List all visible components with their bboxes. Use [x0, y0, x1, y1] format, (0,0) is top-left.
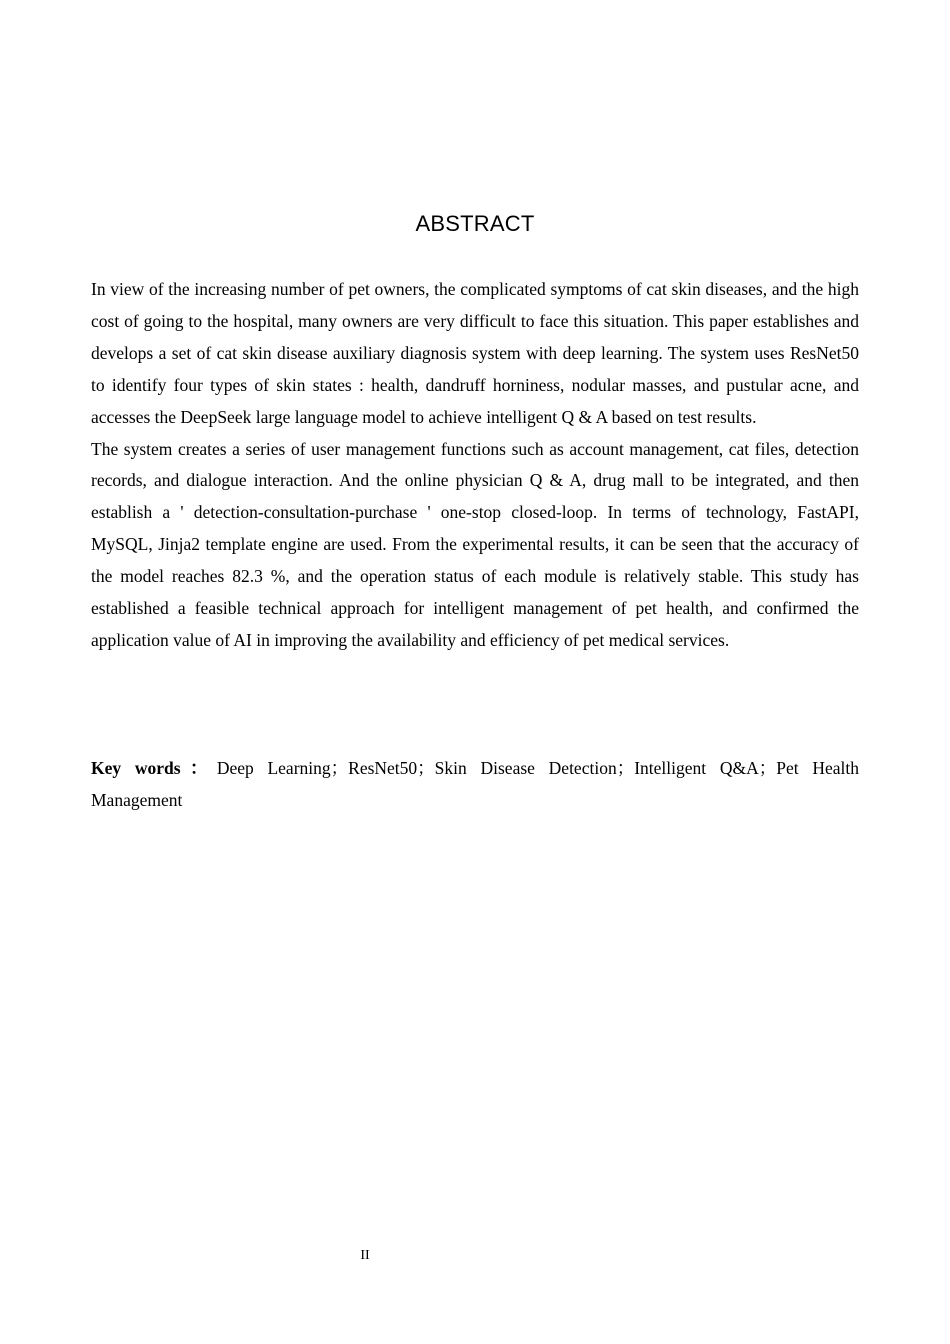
abstract-paragraph-2: The system creates a series of user management functions such as account management, cat files, detection records, and dialogue interaction. And the online physician Q & A, drug mall to be integrated, and then establish a ' detection-consultation-purchase ' one-stop closed-loop. In terms of technology, FastAPI, MySQL, Jinja2 template engine are used. From the experimental results, it can be seen that the accuracy of the model reaches 82.3 %, and the operation status of each module is relatively stable. This study has established a feasible technical approach for intelligent management of pet health, and confirmed the application value of AI in improving the availability and efficiency of pet medical services.: [91, 438, 859, 650]
abstract-body: [91, 274, 859, 657]
abstract-title: ABSTRACT: [415, 211, 535, 236]
page-number: II: [360, 1248, 370, 1263]
abstract-paragraph-1: In view of the increasing number of pet owners, the complicated symptoms of cat skin diseases, and the high cost of going to the hospital, many owners are very difficult to face this situation. This paper establishes and develops a set of cat skin disease auxiliary diagnosis system with deep learning. The system uses ResNet50 to identify four types of skin states : health, dandruff horniness, nodular masses, and pustular acne, and accesses the DeepSeek large language model to achieve intelligent Q & A based on test results.: [91, 279, 859, 427]
keywords-label: Key words：: [91, 758, 217, 778]
keywords-text: Deep Learning；ResNet50；Skin Disease Detection；Intelligent Q&A；Pet Health Management: [91, 758, 859, 810]
keywords-line: [91, 752, 859, 816]
